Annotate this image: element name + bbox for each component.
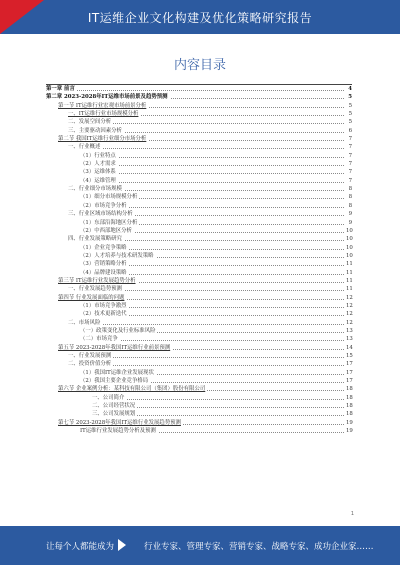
leader-dots xyxy=(86,182,344,183)
toc-entry-text: 二、投资价值分析 xyxy=(68,361,112,368)
toc-entry-text: （1）东部沿海地区分析 xyxy=(80,219,138,226)
toc-entry-page: 14 xyxy=(346,344,353,351)
toc-entry-text: 一、行业发展趋势预测 xyxy=(68,286,122,293)
toc-entry-page: 9 xyxy=(344,219,352,227)
toc-entry[interactable] xyxy=(46,185,352,193)
toc-entry-text: （2）人才需求 xyxy=(80,161,116,168)
toc-entry-text: （2）技术更新迭代 xyxy=(80,311,127,318)
toc-entry-text: （1）行业特点 xyxy=(80,152,116,159)
toc-entry[interactable] xyxy=(46,160,352,168)
page-number: 1 xyxy=(350,511,354,517)
toc-entry-text: （1）市场竞争激烈 xyxy=(80,302,127,309)
toc-entry[interactable] xyxy=(46,277,352,285)
toc-entry-page: 18 xyxy=(346,411,353,418)
toc-entry[interactable] xyxy=(46,252,352,260)
toc-entry[interactable] xyxy=(46,427,352,435)
toc-entry[interactable] xyxy=(46,410,352,418)
toc-entry-page: 13 xyxy=(346,327,353,334)
toc-entry-text: （一）政策变化及行业标准风险 xyxy=(80,327,156,334)
toc-entry[interactable] xyxy=(46,110,352,118)
toc-entry-page: 7 xyxy=(344,177,352,185)
toc-entry-text: （1）细分市场规模分析 xyxy=(80,194,138,201)
leader-dots xyxy=(76,123,344,124)
footer-expert-list: 行业专家、管理专家、营销专家、战略专家、成功企业家…… xyxy=(144,542,374,552)
toc-entry[interactable] xyxy=(46,302,352,310)
footer-slogan: 让每个人都能成为 xyxy=(46,542,115,552)
toc-entry-page: 11 xyxy=(346,261,353,268)
toc-entry-page: 11 xyxy=(346,277,353,284)
toc-entry-page: 5 xyxy=(344,118,352,126)
toc-entry[interactable] xyxy=(46,269,352,277)
toc-entry-page: 4 xyxy=(344,85,352,93)
toc-entry-text: 三、主要驱动因素分析 xyxy=(68,127,122,134)
toc-entry-page: 12 xyxy=(346,294,353,301)
toc-entry-page: 10 xyxy=(346,227,353,234)
toc-entry[interactable] xyxy=(46,244,352,252)
toc-entry[interactable] xyxy=(46,344,352,352)
toc-entry[interactable] xyxy=(46,127,352,135)
toc-entry-page: 7 xyxy=(344,160,352,168)
toc-entry-text: （3）营销策略分析 xyxy=(80,261,127,268)
toc-entry-page: 12 xyxy=(346,311,353,318)
leader-dots xyxy=(86,165,344,166)
toc-entry[interactable] xyxy=(46,168,352,176)
toc-entry-text: 第二节 我国IT运维行业细分市场分析 xyxy=(58,136,147,143)
toc-entry[interactable] xyxy=(46,352,352,360)
toc-entry-page: 8 xyxy=(344,193,352,201)
leader-dots xyxy=(86,340,344,341)
leader-dots xyxy=(86,173,344,174)
toc-entry-text: （1）企业竞争策略 xyxy=(80,244,127,251)
toc-entry-page: 11 xyxy=(346,286,353,293)
toc-entry-page: 6 xyxy=(344,127,352,135)
toc-entry-page: 10 xyxy=(346,244,353,251)
toc-entry-text: （2）市场竞争分析 xyxy=(80,202,127,209)
toc-entry-page: 11 xyxy=(346,269,353,276)
leader-dots xyxy=(86,157,344,158)
toc-entry-page: 5 xyxy=(344,102,352,110)
toc-entry-page: 18 xyxy=(346,394,353,401)
toc-entry-text: （2）我国主要企业竞争格局 xyxy=(80,378,149,385)
toc-entry[interactable] xyxy=(46,394,352,402)
toc-entry-page: 12 xyxy=(346,319,353,326)
toc-entry[interactable] xyxy=(46,377,352,385)
toc-entry[interactable] xyxy=(46,93,352,101)
toc-entry[interactable] xyxy=(46,227,352,235)
toc-entry-page: 7 xyxy=(344,152,352,160)
toc-entry-text: 一、行业发展预测 xyxy=(68,353,112,359)
toc-entry-page: 17 xyxy=(346,378,353,385)
toc-entry[interactable] xyxy=(46,210,352,218)
toc-heading: 内容目录 xyxy=(173,58,226,73)
page-footer xyxy=(0,526,400,565)
toc-entry-page: 18 xyxy=(346,386,353,393)
toc-entry-text: 四、行业发展策略研究 xyxy=(68,236,122,243)
toc-entry-text: IT运维行业发展趋势分析及预测 xyxy=(80,428,156,435)
toc-entry-page: 13 xyxy=(346,336,353,343)
toc-entry[interactable] xyxy=(46,102,352,110)
toc-entry-text: 三、公司发展规划 xyxy=(92,411,136,418)
toc-entry[interactable] xyxy=(46,419,352,427)
leader-dots xyxy=(56,90,344,91)
toc-entry-page: 18 xyxy=(346,403,353,410)
toc-entry-text: 三、行业区域市场结构分析 xyxy=(68,211,133,218)
toc-entry-text: （二）市场竞争 xyxy=(80,336,118,343)
toc-entry-text: 第三节 IT运维行业发展趋势分析 xyxy=(58,277,136,284)
toc-entry-text: 二、公司经营状况 xyxy=(92,403,136,410)
toc-entry-page: 12 xyxy=(346,302,353,309)
leader-dots xyxy=(76,324,344,325)
toc-entry-text: 第七节 2023-2028年我国IT运维行业发展趋势预测 xyxy=(58,419,181,426)
toc-entry[interactable] xyxy=(46,135,352,143)
toc-entry[interactable] xyxy=(46,327,352,335)
toc-entry[interactable] xyxy=(46,260,352,268)
toc-entry-text: （1）我国IT运维企业发展现状 xyxy=(80,369,154,376)
table-of-contents xyxy=(46,85,352,435)
toc-entry-page: 7 xyxy=(344,168,352,176)
page-header xyxy=(0,0,400,34)
toc-entry[interactable] xyxy=(46,402,352,410)
toc-entry-page: 19 xyxy=(346,419,353,426)
toc-entry[interactable] xyxy=(46,360,352,368)
toc-entry-text: （3）运维体系 xyxy=(80,169,116,176)
toc-entry-page: 17 xyxy=(346,361,353,368)
toc-entry[interactable] xyxy=(46,177,352,185)
toc-entry[interactable] xyxy=(46,85,352,93)
toc-entry-page: 10 xyxy=(346,236,353,243)
arrow-icon xyxy=(118,539,126,551)
toc-entry-page: 5 xyxy=(344,93,352,101)
toc-entry-page: 19 xyxy=(346,428,353,435)
toc-entry-text: 第一节 IT运维行业宏观市场前景分析 xyxy=(58,102,147,109)
toc-entry-text: 二、发展空间分析 xyxy=(68,119,112,126)
toc-entry[interactable] xyxy=(46,294,352,302)
toc-entry-text: （2）中西部地区分析 xyxy=(80,227,132,234)
toc-entry[interactable] xyxy=(46,385,352,393)
toc-entry-page: 8 xyxy=(344,202,352,210)
leader-dots xyxy=(96,399,344,400)
toc-entry-text: 第五节 2023-2028年我国IT运维行业前景预测 xyxy=(58,344,171,351)
toc-entry-text: （2）人才培养与技术研发策略 xyxy=(80,252,154,259)
toc-entry-text: 一、公司简介 xyxy=(92,394,125,401)
toc-entry[interactable] xyxy=(46,118,352,126)
toc-entry-text: 一、IT运维行业市场规模分析 xyxy=(68,111,139,118)
toc-entry-text: （4）品牌建设策略 xyxy=(80,269,127,276)
toc-entry-text: （4）运维管理 xyxy=(80,177,116,184)
toc-entry-page: 8 xyxy=(344,185,352,193)
report-title: IT运维企业文化构建及优化策略研究报告 xyxy=(87,11,313,25)
toc-entry-text: 一、行业概述 xyxy=(68,144,101,151)
toc-entry[interactable] xyxy=(46,193,352,201)
toc-entry[interactable] xyxy=(46,235,352,243)
toc-entry-text: 第二章 2023-2028年IT运维市场前景及趋势预测 xyxy=(46,94,168,101)
toc-entry-text: 第六节 企业案例分析：某科技有限公司（集团）股份有限公司 xyxy=(58,386,206,393)
toc-entry-text: 二、市场风险 xyxy=(68,319,101,326)
toc-entry[interactable] xyxy=(46,335,352,343)
toc-entry-page: 17 xyxy=(346,369,353,376)
toc-entry-page: 9 xyxy=(344,210,352,218)
toc-entry-page: 5 xyxy=(344,110,352,118)
toc-entry[interactable] xyxy=(46,202,352,210)
toc-entry[interactable] xyxy=(46,369,352,377)
toc-entry-page: 7 xyxy=(344,135,352,143)
toc-entry[interactable] xyxy=(46,310,352,318)
toc-entry-text: 第一章 前言 xyxy=(46,86,75,92)
toc-entry[interactable] xyxy=(46,319,352,327)
leader-dots xyxy=(76,357,344,358)
toc-entry[interactable] xyxy=(46,152,352,160)
toc-entry[interactable] xyxy=(46,219,352,227)
toc-entry-page: 10 xyxy=(346,252,353,259)
toc-entry[interactable] xyxy=(46,143,352,151)
leader-dots xyxy=(76,365,344,366)
leader-dots xyxy=(76,148,344,149)
toc-entry-text: 第四节 行业发展面临的问题 xyxy=(58,294,125,301)
toc-entry-page: 7 xyxy=(344,143,352,151)
toc-entry-page: 15 xyxy=(346,353,353,359)
toc-entry[interactable] xyxy=(46,285,352,293)
toc-entry-text: 二、行业细分市场规模 xyxy=(68,186,122,193)
